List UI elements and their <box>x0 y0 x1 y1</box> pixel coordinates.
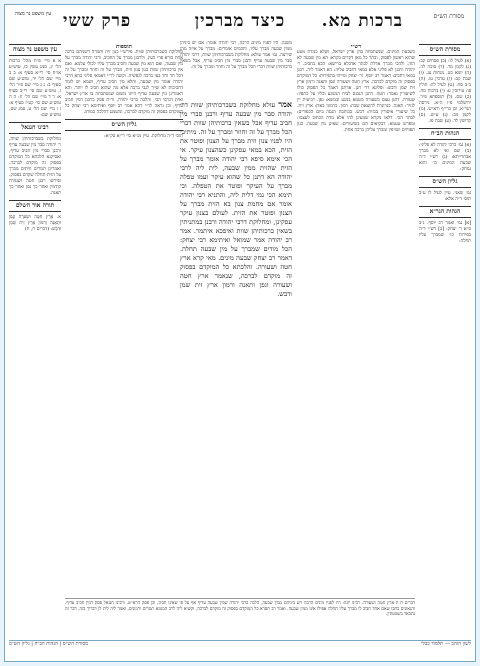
bottom-text: דברים ח ח ארץ חטה ושעורה. רבינו יונה: היו לפניו מינים הרבה ויש ביניהם ממין שבעה, הלכה כרבי יהודה שמין שבעה עדיף אף על פי שאינו חביב, וכן פסק הרא״ש. ורבינו חננאל פסק דמין חביב עדיף. והגאונים כתבו שאם אחד חביב לו מברך עליו תחלה אפילו אינו ממין שבעה. ואמר רב חסדא כל המוקדם בפסוק זה מוקדם לברכה, וקשיא ליה לרב המנונא תמרים ורמונים, ואמר ליה לית לן דבריך בזה, דבר זה נתבאר בשמעתין. <box>65 601 415 618</box>
gemara-column <box>180 100 292 553</box>
header-corner-left: עין משפט נר מצוה <box>14 11 52 17</box>
header-title-right: ברכות מא. <box>321 11 403 31</box>
page-header <box>5 9 475 39</box>
talmud-page <box>4 4 476 662</box>
side-right-box3-text: [א] גמ׳ ואמר רב יוסף. נ״ב ס״א ר׳ יצחק: [ב] רש״י ד״ה בפירות כו׳ שמברך עליו תחלה: <box>419 221 471 244</box>
page-footer <box>9 640 471 657</box>
header-corner-right: מסורת הש״ס <box>433 13 465 20</box>
tosafot-heading: תוספות <box>116 44 132 50</box>
gemara-lead-word: אמר <box>278 100 292 109</box>
footer-right: לשון הזהב — תלמוד בבלי <box>421 641 471 647</box>
mishna-text: משנה. היו לפניו מינים הרבה, רבי יהודה אומר: אם יש ביניהן ממין שבעה מברך עליו, וחכמים אומרים: מברך על איזה מהן שירצה. גמ׳ אמר עולא: מחלוקת בשברכותיהן שוות, דרבי יהודה סבר מין שבעה עדיף ורבנן סברי מין חביב עדיף, אבל בשאין ברכותיהן שוות דברי הכל מברך על זה וחוזר ומברך על זה. <box>180 41 292 70</box>
header-title-left: פרק ששי <box>63 11 132 31</box>
side-left-sub1-text: מחלוקת בשברכותיהן שוות, ר׳ יהודה סבר מין שבעה עדיף ורבנן סברי מין חביב עדיף, ואסיקנא הלכתא כל המוקדם בפסוק זה מוקדם לברכה. ואמרינן תמרים וזיתים מברך על הזית תחלה שקדם בפסוק. ופירשו רבנן חטה ושעורה קודמין ואחר כך גפן ואחר כך תאנה. <box>9 137 61 196</box>
side-right-box2-heading: גליון הש״ס <box>419 176 471 188</box>
rashi-text: בשבעת המינים. שנשתבחה בהן ארץ ישראל, ושלא כמדת מטע שהוא ראשון לפסוק, ובתר כל מאן דקדים בקרא: הא מין שבעה לא הוה. ולהכי מברך אדלת לבתר אדבלא ברישא: הכא בחביב. ר׳ יהודה ורבנן לא פליגי אלא במאי דחביב עליה: הא דאמר ליה. רבנן במאי דחביב: דאמר רב יוסף. ור׳ יצחק ומייתי בהפירות: כל המוקדם בפסוק זה מוקדם לברכה. ארץ חטה ושעורה וגפן ותאנה ורמון ארץ זית שמן ודבש: ופליגא דר׳ חנן. אדתנן דאמר כל הפסוק כולו לשיעורין נאמר: חטה. דתנן הנכנס לבית המנוגע וכליו על כתפיו: שעורה. דתנן עצם כשעורה מטמא במגע ובמשא: גפן. רביעית יין לנזיר: תאנה. כגרוגרת להוצאת שבת: רמון. כרמוני באדן: ארץ זית. כל שיעורי איסורין בכזית: דבש. ככותבת הגסה ביום הכפורים: לבתר הכי. דלאו מקרא שמעינן להו אלא מדת הכתוב לעצמו: ומפרש טעמא. דבקיאים הם בשיעורים: שאינן מין שבעה. כגון תפוחים ושזיפין ומברך עליהן ברכה אחת. <box>297 50 415 133</box>
footer-left: מסורת הש״ס | הגהות הב״ח | גליון הש״ס <box>9 641 89 647</box>
side-left-sub2-text: א. אֶרֶץ חִטָּה וּשְׂעֹרָה וְגֶפֶן וּתְאֵנָה וְרִמּוֹן אֶרֶץ זֵית שֶׁמֶן וּדְבָשׁ: (דברים ח, ח) <box>9 215 61 232</box>
side-right-text: (א) לעיל לו: (ב) פסחים קב: (ג) לקמן מד. (ד) סוכה לה. (ה) יומא כט. מנחות צג. (ו) שבת קב: (ז) ערכין טו. (ח) ב״ב סח. (ט) לעיל לה: חולין פו: עירובין ע: (י) ברכות מח. (כ) שם. (ל) תוספתא פ״ד. ירושלמי פ״ו ה״א. גירסת הגר״א, וכן ברי״ף ורא״ש. (מ) לקמן מב: (נ) ע״ש. (ס) קדושין לד. (ע) שבת פו. <box>419 59 471 124</box>
tosafot-text: מחלוקת בשברכותיהן שוות. פירש״י כגון זית ותמרה דשניהם ברכה אחת בורא פרי העץ, ולרבנן מברך על החביב, ורבי יהודה מברך על מין שבעה, ואם הוא מין שבעה וחביב מברך עליו לכולי עלמא. ואם אין ברכותיהן שוות כגון צנון וזית, מברך על זה וחוזר ומברך על זה דכל חד וחד בעי ברכה לנפשיה. וקשה לר״י דאמאי פליגי בהא דרבי יהודה אומר מין שבעה, והלא מין חביב עדיף, ושמא יש לומר דחביבות לא שייך לגבי ברכה אלא מה שהוא חביב לו יותר. והא דאמרינן מין שבעה עדיף היינו משום שנשתבחה בו ארץ ישראל. ואית דגרסי הכי, והלכה כרבי יהודה, ור״ת פסק כרבנן דמין חביב עדיף, וכן נראה לר״י דהא אמר רב יוסף ואיתימא רבי יצחק כל המוקדם בפסוק זה מוקדם לברכה, ומשמע דהלכה כמותו. <box>65 50 183 115</box>
tosafot-sub-heading: גליון הש״ס <box>65 119 183 131</box>
side-right-box1-text: (א) גמ׳ כרבי יהודה לא פליגי: (ב) שם ואי לא מברך אבתרייתא: (ג) רש״י ד״ה שבעת המינים כו׳ והוא נמחק: <box>419 143 471 172</box>
side-column-right <box>419 41 471 623</box>
side-right-box2-text: גמ׳ שאני. עיין לעיל לו ע״ב תוס׳ ד״ה אלא: <box>419 191 471 202</box>
rashi-column <box>297 41 415 601</box>
mishna-block <box>180 41 292 97</box>
gemara-text: עולא מחלוקת בשברכותיהן שוות דר׳ יהודה סבר מין שבעה עדיף ורבנן סברי מין חביב עדיף אבל בשאין ברכותיהן שוות דברי הכל מברך על זה וחוזר ומברך על זה. מיתיבי היו לפניו צנון וזית מברך על הצנון ופוטר את הזית, הכא במאי עסקינן כשהצנון עיקר. אי הכי אימא סיפא רבי יהודה אומר מברך על הזית שהזית ממין שבעה, לית ליה לרבי יהודה הא דתנן כל שהוא עיקר ועמו טפלה מברך על העיקר ופוטר את הטפלה. וכי תימא הכי נמי דלית ליה, והתניא רבי יהודה אומר אם מחמת צנון בא הזית מברך על הצנון ופוטר את הזית. לעולם בצנון עיקר עסקינן, ומחלוקת דרבי יהודה ורבנן במתניתין בשאין ברכותיהן שוות ואיפכא איתמר. אמר רב יהודה אמר שמואל ואיתימא רבי יצחק: הכל מודים שמברך על מין שבעה תחלה. דאמר רב יצחק שבעה מינים. מאי קרא ארץ חטה ושעורה. והלכתא כל המוקדם בפסוק זה מוקדם לברכה, שנאמר ארץ חטה ושעורה וגפן ותאנה ורמון ארץ זית שמן ודבש. <box>180 101 292 298</box>
tosafot-sub-text: תוס׳ ד״ה מחלוקת. עיין מג״א סי׳ רי״א סק״א: <box>104 134 183 139</box>
bottom-commentary <box>65 598 415 635</box>
side-left-sub2-heading: תורה אור השלם <box>9 200 61 212</box>
side-left-text: א א מיי׳ פ״ח מהל׳ ברכות הל׳ יג, סמג עשין כז, טוש״ע או״ח סי׳ רי״א סעיף א: ב ב מיי׳ שם הל׳ יד, טוש״ע שם סעיף ב: ג ג מיי׳ שם פ״ד הל׳ ז, טוש״ע שם סי׳ רי״ב סעיף א: ד ד מיי׳ שם הל׳ ח: ה ה טוש״ע שם סי׳ קע״ז סעיף א: ו ו מיי׳ שם הל׳ ט, סמג שם, טוש״ע שם: <box>9 59 61 118</box>
side-left-sub1-heading: רבינו חננאל <box>9 122 61 134</box>
side-right-box1-heading: הגהות הב״ח <box>419 128 471 140</box>
rashi-heading: רש״י <box>350 44 362 50</box>
header-title-center: כיצד מברכין <box>194 11 286 31</box>
side-left-heading: עין משפט נר מצוה <box>9 44 61 56</box>
side-right-box3-heading: הגהות הגר״א <box>419 206 471 218</box>
tosafot-column <box>65 41 183 601</box>
side-right-heading: מסורת הש״ס <box>419 44 471 56</box>
side-column-left <box>9 41 61 623</box>
